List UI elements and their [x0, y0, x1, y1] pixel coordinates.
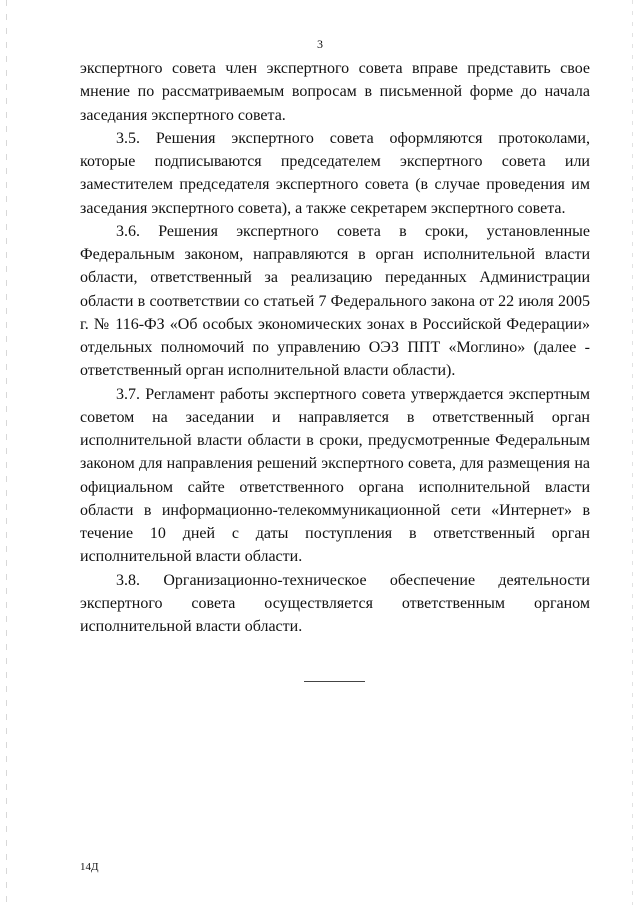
end-separator-line: [304, 681, 365, 682]
scan-edge-left: [6, 0, 7, 905]
footer-mark: 14Д: [80, 861, 99, 873]
body-text: [80, 57, 590, 638]
paragraph-continuation: экспертного совета член экспертного совета вправе представить свое мнение по рассматриваемым вопросам в письменной форме до начала заседания экспертного совета.: [80, 60, 590, 124]
paragraph-3-7: 3.7. Регламент работы экспертного совета утверждается экспертным советом на заседании и направляется в ответственный орган исполнительной власти области в сроки, предусмотренные Федеральным законом для направления решений экспертного совета, для размещения на официальном сайте ответственного органа исполнительной власти области в информационно-телекоммуникационной сети «Интернет» в течение 10 дней с даты поступления в ответственный орган исполнительной власти области.: [80, 385, 590, 566]
page-number: 3: [317, 37, 323, 51]
paragraph-3-8: 3.8. Организационно-техническое обеспечение деятельности экспертного совета осуществляется ответственным органом исполнительной власти области.: [80, 571, 590, 635]
paragraph-3-5: 3.5. Решения экспертного совета оформляются протоколами, которые подписываются председателем экспертного совета или заместителем председателя экспертного совета (в случае проведения им заседания экспертного совета), а также секретарем экспертного совета.: [80, 129, 590, 217]
scan-edge-right: [632, 0, 633, 905]
paragraph-3-6: 3.6. Решения экспертного совета в сроки, установленные Федеральным законом, направляются в орган исполнительной власти области, ответственный за реализацию переданных Администрации области в соответствии со статьей 7 Федерального закона от 22 июля 2005 г. № 116-ФЗ «Об особых экономических зонах в Российской Федерации» отдельных полномочий по управлению ОЭЗ ППТ «Моглино» (далее - ответственный орган исполнительной власти области).: [80, 222, 590, 380]
